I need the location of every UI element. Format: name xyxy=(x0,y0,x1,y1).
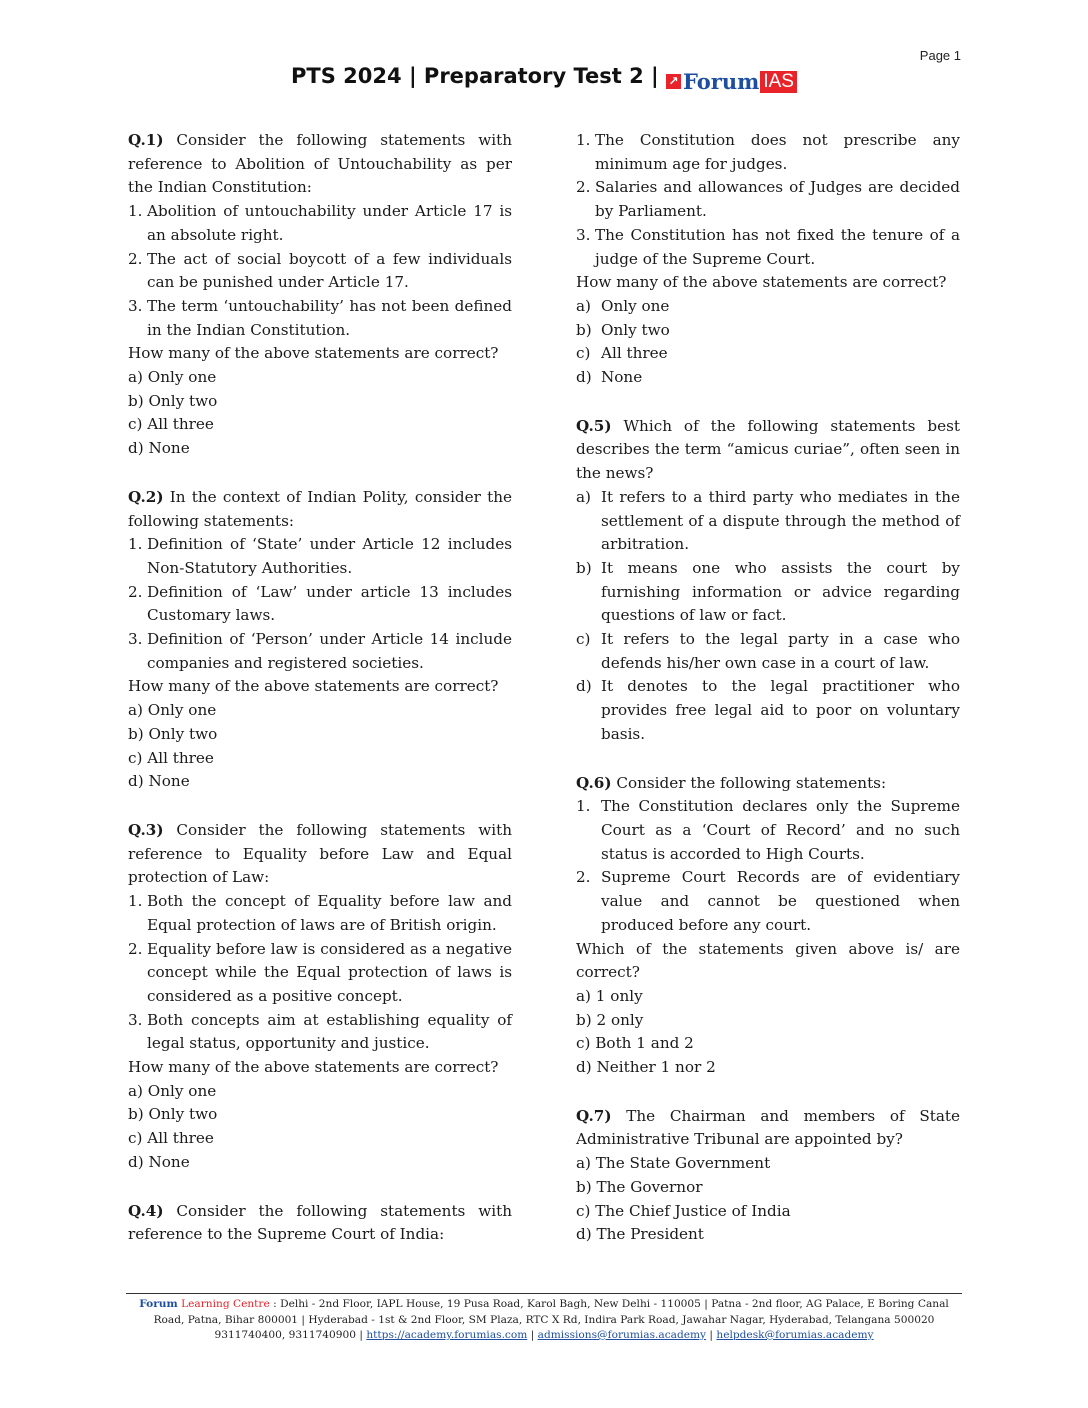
option-letter: a) xyxy=(576,296,591,315)
question-text: Consider the following statements with reference to Abolition of Untouchability as per the Indian Constitution: xyxy=(128,131,512,197)
option-d: d) The President xyxy=(576,1225,704,1244)
statement-text: The Constitution has not fixed the tenure of a judge of the Supreme Court. xyxy=(595,225,960,268)
left-column xyxy=(128,129,512,1247)
helpdesk-email-link[interactable]: helpdesk@forumias.academy xyxy=(716,1329,874,1341)
question-prompt: How many of the above statements are correct? xyxy=(128,344,499,363)
statement-number: 3. xyxy=(128,296,143,315)
statement-text: Salaries and allowances of Judges are decided by Parliament. xyxy=(595,178,960,221)
option-b xyxy=(576,319,960,343)
question-text: The Chairman and members of State Administrative Tribunal are appointed by? xyxy=(576,1106,960,1149)
option-c: c) All three xyxy=(128,1129,214,1148)
option-d: d) None xyxy=(128,1152,190,1171)
arrow-icon: ↗ xyxy=(666,74,681,89)
statement xyxy=(128,581,512,628)
question-7 xyxy=(576,1105,960,1247)
question-stem xyxy=(128,129,512,200)
statement-number: 3. xyxy=(576,225,591,244)
statement-number: 2. xyxy=(576,868,591,887)
option-a: a) 1 only xyxy=(576,986,643,1005)
statement-number: 1. xyxy=(576,797,591,816)
statement xyxy=(128,938,512,1009)
question-number: Q.5) xyxy=(576,416,612,435)
question-stem xyxy=(128,1200,512,1247)
option-letter: c) xyxy=(576,630,591,649)
statement-text: The act of social boycott of a few individuals can be punished under Article 17. xyxy=(147,249,512,292)
option-a: a) The State Government xyxy=(576,1154,771,1173)
statement-text: The Constitution does not prescribe any minimum age for judges. xyxy=(595,131,960,173)
question-number: Q.4) xyxy=(128,1201,164,1220)
option-b: b) Only two xyxy=(128,1105,218,1124)
statement xyxy=(576,129,960,176)
statement-number: 1. xyxy=(576,131,591,149)
statement-text: Definition of ‘Person’ under Article 14 include companies and registered societies. xyxy=(147,630,512,672)
statement-text: The Constitution declares only the Supreme Court as a ‘Court of Record’ and no such status is accorded to High Courts. xyxy=(601,797,960,863)
question-stem xyxy=(576,415,960,486)
question-5 xyxy=(576,415,960,747)
option-b xyxy=(576,557,960,628)
question-number: Q.3) xyxy=(128,820,164,839)
statement xyxy=(576,866,960,937)
page-footer xyxy=(126,1297,962,1344)
question-number: Q.1) xyxy=(128,131,164,149)
footer-pipe: | xyxy=(530,1329,535,1341)
statement-number: 1. xyxy=(128,892,143,911)
option-letter: d) xyxy=(576,368,592,387)
question-text: Consider the following statements with reference to Equality before Law and Equal protection of Law: xyxy=(128,820,512,887)
statement-number: 3. xyxy=(128,1010,143,1029)
option-c xyxy=(576,342,960,366)
question-2 xyxy=(128,486,512,794)
option-d: d) Neither 1 nor 2 xyxy=(576,1058,716,1077)
statement xyxy=(128,200,512,247)
footer-pipe: | xyxy=(709,1329,713,1341)
statement-number: 2. xyxy=(128,582,143,601)
option-a: a) Only one xyxy=(128,1081,217,1100)
statement xyxy=(128,295,512,342)
statement-number: 2. xyxy=(576,178,591,197)
option-letter: c) xyxy=(576,344,591,363)
question-stem xyxy=(576,1105,960,1152)
option-text: It refers to the legal party in a case who defends his/her own case in a court of law. xyxy=(601,630,960,672)
option-a xyxy=(576,486,960,557)
footer-phones: 9311740400, 9311740900 | xyxy=(214,1329,363,1341)
option-d: d) None xyxy=(128,772,190,791)
footer-brand-learning-centre: Learning Centre xyxy=(181,1298,270,1310)
admissions-email-link[interactable]: admissions@forumias.academy xyxy=(537,1329,707,1341)
question-number: Q.6) xyxy=(576,773,612,792)
statement xyxy=(128,248,512,295)
question-text: Which of the following statements best describes the term “amicus curiae”, often seen in the news? xyxy=(576,416,960,483)
question-text: Consider the following statements with reference to the Supreme Court of India: xyxy=(128,1201,512,1244)
statement-text: Equality before law is considered as a negative concept while the Equal protection of laws is considered as a positive concept. xyxy=(147,939,512,1005)
option-d: d) None xyxy=(128,439,190,458)
option-letter: d) xyxy=(576,677,592,696)
statement-number: 3. xyxy=(128,630,143,649)
option-text: All three xyxy=(601,344,668,363)
option-b: b) Only two xyxy=(128,724,218,743)
statement xyxy=(576,176,960,223)
website-link[interactable]: https://academy.forumias.com xyxy=(366,1329,528,1341)
option-letter: a) xyxy=(576,487,591,506)
option-c: c) Both 1 and 2 xyxy=(576,1034,694,1053)
question-prompt: How many of the above statements are correct? xyxy=(128,677,499,696)
statement xyxy=(128,1009,512,1056)
page-header xyxy=(0,64,1088,94)
logo-ias-text: IAS xyxy=(760,71,797,93)
question-stem xyxy=(128,819,512,890)
question-prompt: How many of the above statements are correct? xyxy=(128,1058,499,1077)
option-text: It denotes to the legal practitioner who provides free legal aid to poor on voluntary basis. xyxy=(601,677,960,743)
statement-number: 1. xyxy=(128,202,143,221)
option-text: It means one who assists the court by furnishing information or advice regarding questions of law or fact. xyxy=(601,558,960,625)
question-prompt: Which of the statements given above is/ are correct? xyxy=(576,939,960,982)
option-text: It refers to a third party who mediates in the settlement of a dispute through the method of arbitration. xyxy=(601,487,960,554)
option-c: c) The Chief Justice of India xyxy=(576,1201,791,1220)
option-d xyxy=(576,675,960,746)
option-text: Only one xyxy=(601,296,670,315)
option-a: a) Only one xyxy=(128,368,217,387)
option-c: c) All three xyxy=(128,748,214,767)
option-c: c) All three xyxy=(128,415,214,434)
statement-text: Supreme Court Records are of evidentiary value and cannot be questioned when produced before any court. xyxy=(601,868,960,934)
statement-text: Both the concept of Equality before law and Equal protection of laws are of British origin. xyxy=(147,892,512,934)
option-text: None xyxy=(601,368,643,387)
statement-text: Abolition of untouchability under Article 17 is an absolute right. xyxy=(147,202,512,244)
question-4 xyxy=(128,1200,512,1247)
forumias-logo xyxy=(666,69,797,94)
footer-brand-forum: Forum xyxy=(139,1298,178,1310)
option-letter: b) xyxy=(576,320,592,339)
option-d xyxy=(576,366,960,390)
statement-number: 2. xyxy=(128,939,143,958)
statement-number: 2. xyxy=(128,249,143,268)
statement-text: Definition of ‘State’ under Article 12 includes Non-Statutory Authorities. xyxy=(147,535,512,577)
question-4-continued xyxy=(576,129,960,390)
footer-addresses: Delhi - 2nd Floor, IAPL House, 19 Pusa Road, Karol Bagh, New Delhi - 110005 | Patna - 2nd floor, AG Palace, E Boring Canal Road, Patna, Bihar 800001 | Hyderabad - 1st & 2nd Floor, SM Plaza, RTC X Rd, Indira Park Road, Jawahar Nagar, Hyderabad, Telangana 500020 xyxy=(153,1298,949,1326)
question-number: Q.2) xyxy=(128,487,164,506)
statement xyxy=(576,224,960,271)
option-text: Only two xyxy=(601,320,670,339)
page-number: Page 1 xyxy=(919,48,961,63)
question-prompt: How many of the above statements are correct? xyxy=(576,273,947,292)
statement-number: 1. xyxy=(128,535,143,554)
question-stem xyxy=(576,772,960,796)
question-3 xyxy=(128,819,512,1175)
statement xyxy=(576,795,960,866)
statement xyxy=(128,628,512,675)
option-c xyxy=(576,628,960,675)
option-b: b) 2 only xyxy=(576,1010,644,1029)
option-a: a) Only one xyxy=(128,701,217,720)
question-stem xyxy=(128,486,512,533)
statement xyxy=(128,533,512,580)
question-number: Q.7) xyxy=(576,1106,612,1125)
question-6 xyxy=(576,772,960,1080)
option-letter: b) xyxy=(576,558,592,577)
option-b: b) Only two xyxy=(128,391,218,410)
right-column xyxy=(576,129,960,1247)
option-a xyxy=(576,295,960,319)
statement-text: Both concepts aim at establishing equality of legal status, opportunity and justice. xyxy=(147,1010,512,1053)
statement xyxy=(128,890,512,937)
option-b: b) The Governor xyxy=(576,1177,703,1196)
question-text: Consider the following statements: xyxy=(611,773,887,792)
logo-forum-text: Forum xyxy=(683,69,760,94)
footer-colon: : xyxy=(269,1298,277,1310)
question-1 xyxy=(128,129,512,461)
page-title: PTS 2024 | Preparatory Test 2 | xyxy=(291,64,659,88)
question-text: In the context of Indian Polity, consider the following statements: xyxy=(128,487,512,530)
footer-divider xyxy=(126,1293,962,1294)
statement-text: Definition of ‘Law’ under article 13 includes Customary laws. xyxy=(147,582,512,625)
statement-text: The term ‘untouchability’ has not been defined in the Indian Constitution. xyxy=(147,296,512,339)
